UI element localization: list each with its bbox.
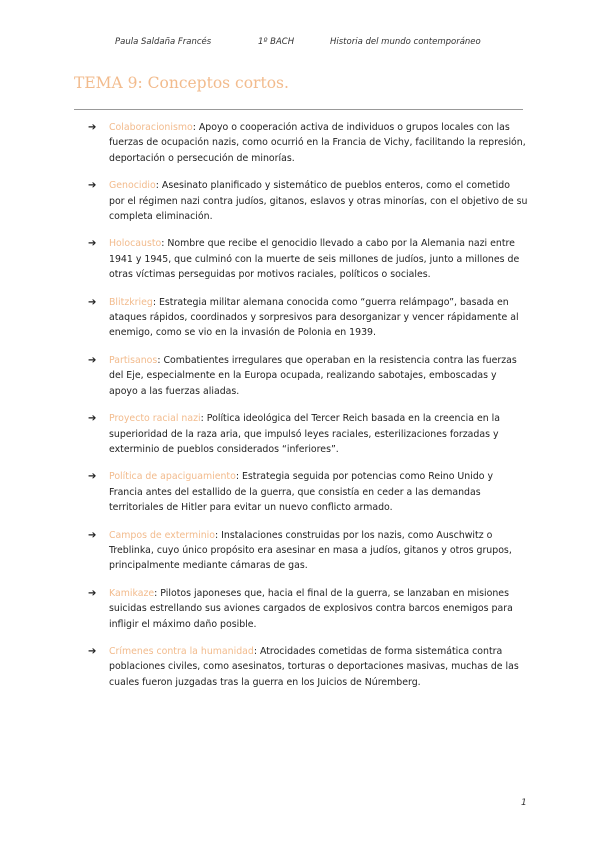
header-author: Paula Saldaña Francés [115, 37, 212, 47]
concept-definition: : Estrategia militar alemana conocida como “guerra relámpago”, basada en ataques rápidos, coordinados y sorpresivos para desorganizar y vencer rápidamente al enemigo, como se vio en la invasión de Polonia en 1939. [109, 296, 519, 339]
arrow-right-icon: ➔ [88, 587, 97, 599]
concept-definition: : Asesinato planificado y sistemático de pueblos enteros, como el cometido por el régimen nazi contra judíos, gitanos, eslavos y otras minorías, con el objetivo de su completa eliminación. [109, 180, 528, 223]
concept-definition: : Nombre que recibe el genocidio llevado a cabo por la Alemania nazi entre 1941 y 1945, que culminó con la muerte de seis millones de judíos, junto a millones de otras víctimas perseguidas por motivos raciales, políticos o sociales. [109, 238, 520, 281]
list-item [88, 178, 528, 224]
concept-definition: : Apoyo o cooperación activa de individuos o grupos locales con las fuerzas de ocupación nazis, como ocurrió en la Francia de Vichy, facilitando la represión, deportación o persecución de minorías. [109, 122, 526, 164]
list-item [88, 236, 528, 282]
list-item [88, 411, 528, 457]
header-subject: Historia del mundo contemporáneo [330, 37, 481, 47]
arrow-right-icon: ➔ [88, 238, 97, 250]
concept-list [88, 120, 528, 690]
arrow-right-icon: ➔ [88, 122, 97, 133]
concept-term: Política de apaciguamiento [109, 471, 236, 483]
concept-term: Partisanos [109, 354, 158, 366]
list-item [88, 528, 528, 574]
concept-definition: : Atrocidades cometidas de forma sistemática contra poblaciones civiles, como asesinatos, torturas o deportaciones masivas, muchas de las cuales fueron juzgadas tras la guerra en los Juicios de Núremberg. [109, 645, 519, 688]
list-item [88, 353, 528, 399]
arrow-right-icon: ➔ [88, 354, 97, 366]
concept-term: Campos de exterminio [109, 529, 215, 541]
concept-term: Holocausto [109, 238, 162, 250]
concept-term: Proyecto racial nazi [109, 413, 201, 425]
concept-definition: : Pilotos japoneses que, hacia el final de la guerra, se lanzaban en misiones suicidas estrellando sus aviones cargados de explosivos contra barcos enemigos para infligir el máximo daño posible. [109, 587, 513, 630]
page-title: TEMA 9: Conceptos cortos. [74, 74, 289, 92]
concept-definition: : Política ideológica del Tercer Reich basada en la creencia en la superioridad de la raza aria, que impulsó leyes raciales, esterilizaciones forzadas y exterminio de pueblos considerados “inferiores”. [109, 413, 501, 455]
concept-definition: : Instalaciones construidas por los nazis, como Auschwitz o Treblinka, cuyo único propósito era asesinar en masa a judíos, gitanos y otros grupos, principalmente mediante cámaras de gas. [109, 529, 512, 572]
arrow-right-icon: ➔ [88, 529, 97, 541]
arrow-right-icon: ➔ [88, 296, 97, 308]
list-item [88, 644, 528, 690]
concept-term: Kamikaze [109, 587, 155, 599]
concept-term: Crímenes contra la humanidad [109, 645, 254, 657]
arrow-right-icon: ➔ [88, 645, 97, 657]
list-item [88, 469, 528, 515]
concept-term: Blitzkrieg [109, 296, 153, 308]
arrow-right-icon: ➔ [88, 180, 97, 192]
concept-term: Genocidio [109, 180, 156, 192]
arrow-right-icon: ➔ [88, 471, 97, 483]
concept-definition: : Combatientes irregulares que operaban en la resistencia contra las fuerzas del Eje, especialmente en la Europa ocupada, realizando sabotajes, emboscadas y apoyo a las fuerzas aliadas. [109, 354, 517, 397]
list-item [88, 586, 528, 632]
concept-definition: : Estrategia seguida por potencias como Reino Unido y Francia antes del estallido de la guerra, que consistía en ceder a las demandas territoriales de Hitler para evitar un nuevo conflicto armado. [109, 471, 494, 514]
list-item [88, 120, 528, 166]
concept-term: Colaboracionismo [109, 122, 193, 133]
page-number: 1 [521, 798, 527, 808]
header-course: 1º BACH [258, 37, 295, 47]
list-item [88, 295, 528, 341]
title-divider [74, 109, 523, 110]
arrow-right-icon: ➔ [88, 413, 97, 425]
